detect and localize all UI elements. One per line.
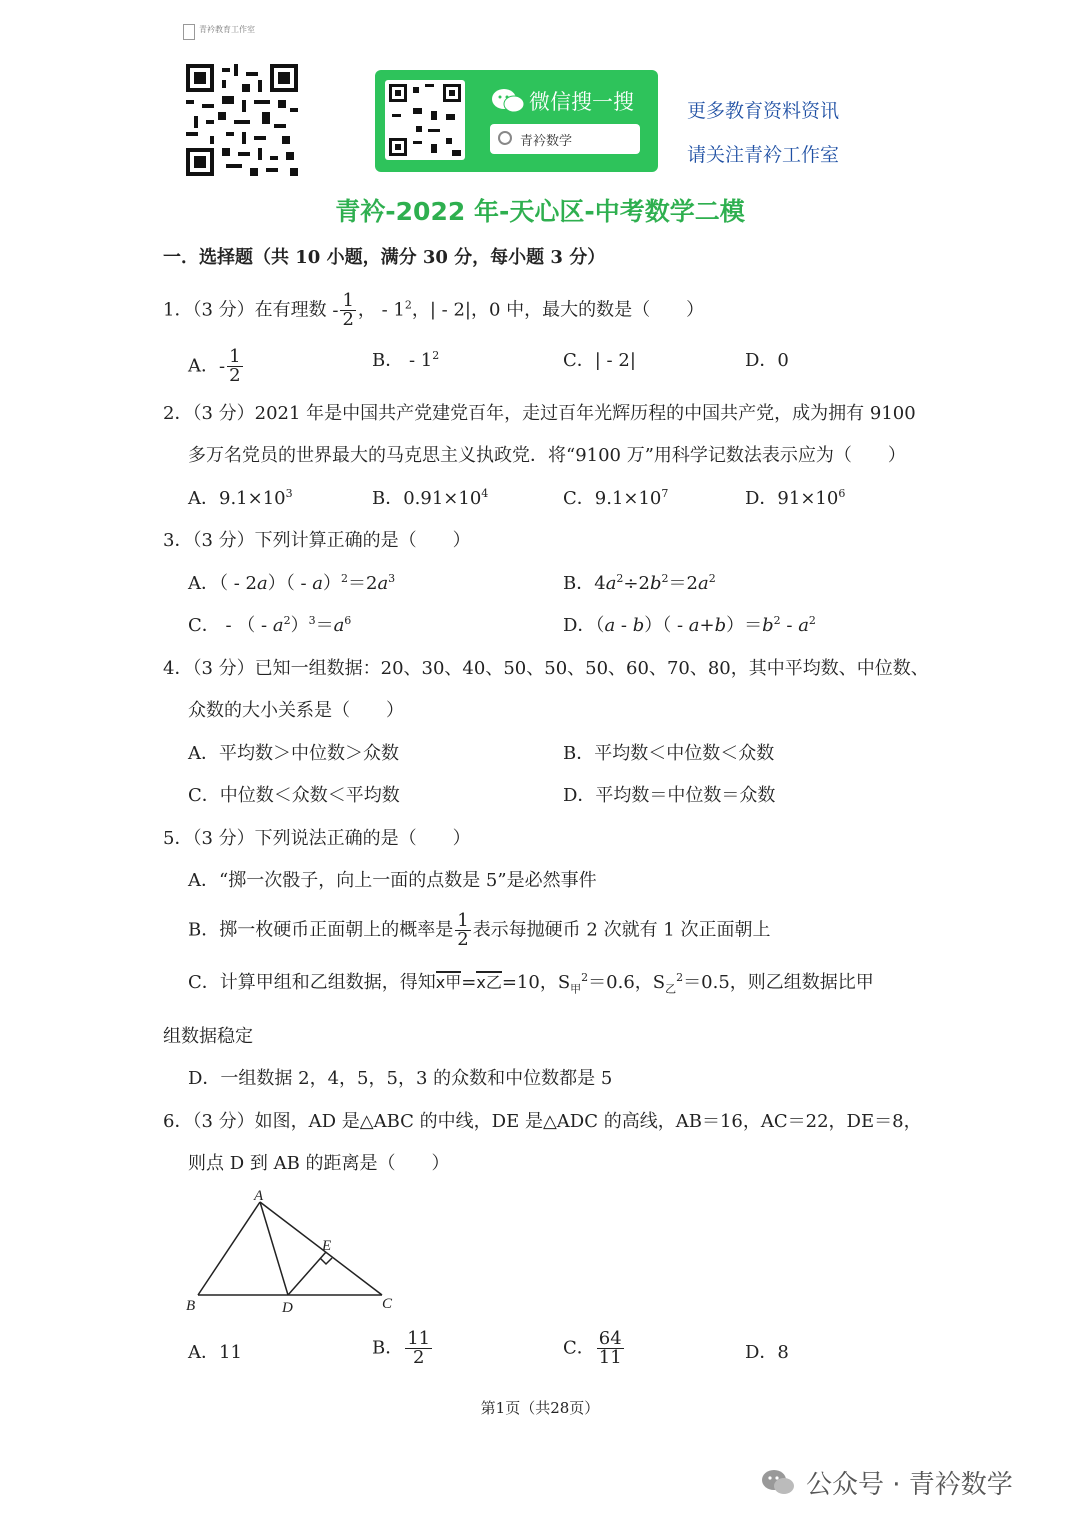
question-6-line-2: 则点 D 到 AB 的距离是（ ） xyxy=(188,1153,450,1174)
figure-label-d: D xyxy=(282,1300,293,1316)
question-4-line-2: 众数的大小关系是（ ） xyxy=(188,700,404,721)
figure-label-b: B xyxy=(186,1298,196,1314)
qr-code-icon xyxy=(186,64,298,176)
q6-option-d[interactable]: D．8 xyxy=(745,1342,789,1363)
q1-option-c[interactable]: C．| - 2| xyxy=(563,350,636,371)
logo-text: 青衿教育工作室 xyxy=(199,25,255,34)
triangle-figure xyxy=(180,1190,410,1320)
q6-option-a[interactable]: A．11 xyxy=(188,1342,242,1363)
q1-option-d[interactable]: D．0 xyxy=(745,350,789,371)
q5-option-a[interactable]: A．“掷一次骰子，向上一面的点数是 5”是必然事件 xyxy=(188,870,597,891)
watermark-text: 公众号 · 青衿数学 xyxy=(806,1470,1013,1500)
page-title: 青衿-2022 年-天心区-中考数学二模 xyxy=(335,197,745,226)
q6-option-c[interactable]: C． $\frac{64}{11}$ xyxy=(563,1328,622,1368)
q3-option-b[interactable]: B．$4a^2\div 2b^2=2a^2$ xyxy=(563,572,716,594)
wechat-official-account-icon xyxy=(760,1468,796,1498)
q3-option-a[interactable]: A．（ - $2a)( - a)^2=2a^3$ xyxy=(188,572,396,594)
q3-option-c[interactable]: C． - （ - $a^2)^3=a^6$ xyxy=(188,614,352,636)
figure-label-a: A xyxy=(254,1190,264,1204)
question-4-line-1: 4．（3 分）已知一组数据：20、30、40、50、50、50、60、70、80，其中平均数、中位数、 xyxy=(163,658,929,679)
q1-fraction: $\frac{1}{2}$ xyxy=(342,290,354,330)
q4-option-d[interactable]: D．平均数＝中位数＝众数 xyxy=(563,785,776,806)
question-6-line-1: 6．（3 分）如图，AD 是△ABC 的中线，DE 是△ADC 的高线，AB＝16，AC＝22，DE＝8， xyxy=(163,1111,922,1132)
search-icon xyxy=(498,131,512,145)
promo-line-1: 更多教育资料资讯 xyxy=(687,100,840,122)
wechat-search-banner xyxy=(375,70,658,172)
wechat-icon xyxy=(491,88,525,114)
page-number: 第1页（共28页） xyxy=(480,1399,600,1417)
figure-label-e: E xyxy=(322,1238,332,1254)
q2-option-c[interactable]: C．$9.1\times 10^7$ xyxy=(563,487,669,509)
promo-line-2: 请关注青衿工作室 xyxy=(687,144,840,166)
q2-option-d[interactable]: D．$91\times 10^6$ xyxy=(745,487,846,509)
search-query-text: 青衿数学 xyxy=(520,134,573,149)
figure-label-c: C xyxy=(382,1296,393,1312)
wechat-search-field xyxy=(490,124,640,154)
q4-option-b[interactable]: B．平均数＜中位数＜众数 xyxy=(563,743,775,764)
q5-option-b[interactable]: B．掷一枚硬币正面朝上的概率是 $\frac{1}{2}$ 表示每抛硬币 2 次就有 1 次正面朝上 xyxy=(188,910,771,950)
question-3-stem: 3．（3 分）下列计算正确的是（ ） xyxy=(163,530,471,551)
q6-option-b[interactable]: B． $\frac{11}{2}$ xyxy=(372,1328,431,1368)
q2-option-a[interactable]: A．$9.1\times 10^3$ xyxy=(188,487,293,509)
banner-qr-icon xyxy=(385,80,465,160)
q4-option-a[interactable]: A．平均数＞中位数＞众数 xyxy=(188,743,399,764)
section-heading: 一．选择题（共 10 小题，满分 30 分，每小题 3 分） xyxy=(163,247,606,268)
q3-option-d[interactable]: D．$(a - b)( - a+b)=b^2 - a^2$ xyxy=(563,614,816,636)
logo-mark-icon xyxy=(183,24,195,40)
q1-option-a[interactable]: A．- $\frac{1}{2}$ xyxy=(188,348,245,385)
question-1-stem: 1．（3 分）在有理数 - $\frac{1}{2}$ ， - $1^2$，| - 2|，0 中，最大的数是（ ） xyxy=(163,292,704,329)
question-5-stem: 5．（3 分）下列说法正确的是（ ） xyxy=(163,828,471,849)
top-logo xyxy=(183,22,263,42)
q5-option-c[interactable]: C．计算甲组和乙组数据，得知x甲=x乙=10，$S_甲^2=0.6$，$S_乙^2=0.5$，则乙组数据比甲 xyxy=(188,971,874,996)
q5-option-d[interactable]: D．一组数据 2，4，5，5，3 的众数和中位数都是 5 xyxy=(188,1068,613,1089)
q5-option-c-continued: 组数据稳定 xyxy=(163,1026,253,1047)
q2-option-b[interactable]: B．$0.91\times 10^4$ xyxy=(372,487,489,509)
q4-option-c[interactable]: C．中位数＜众数＜平均数 xyxy=(188,785,400,806)
wechat-search-label: 微信搜一搜 xyxy=(529,90,634,114)
question-2-line-1: 2．（3 分）2021 年是中国共产党建党百年，走过百年光辉历程的中国共产党，成为拥有 9100 xyxy=(163,403,916,424)
question-2-line-2: 多万名党员的世界最大的马克思主义执政党．将“9100 万”用科学记数法表示应为（ ） xyxy=(188,445,906,466)
q1-option-b[interactable]: B． - $1^2$ xyxy=(372,349,440,371)
